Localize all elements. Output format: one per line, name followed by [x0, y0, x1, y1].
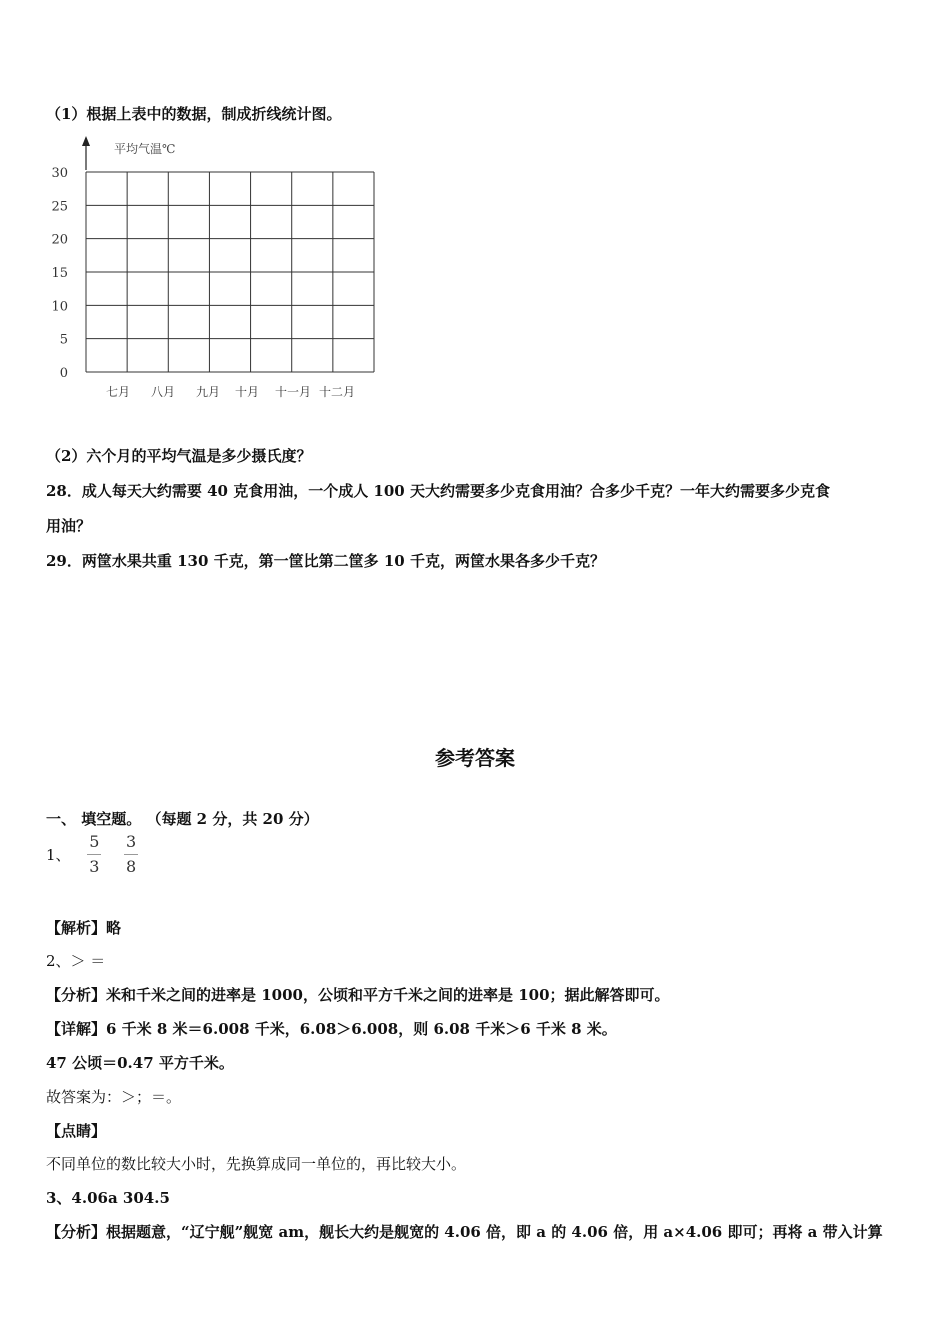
y-tick-label: 5 — [59, 332, 68, 348]
answer-2-comment-heading: 【点睛】 — [46, 1122, 107, 1140]
answer-2-analysis: 【分析】米和千米之间的进率是 1000，公顷和平方千米之间的进率是 100；据此解答即可。 — [46, 986, 670, 1004]
x-tick-label: 八月 — [150, 385, 176, 399]
y-tick-label: 10 — [51, 299, 68, 315]
question-28-line1: 28．成人每天大约需要 40 克食用油，一个成人 100 天大约需要多少克食用油？合多少千克？一年大约需要多少克食 — [46, 482, 830, 500]
fraction-numerator: 3 — [126, 832, 137, 851]
line-chart-grid — [46, 130, 386, 410]
question-29: 29．两筐水果共重 130 千克，第一筐比第二筐多 10 千克，两筐水果各多少千克？ — [46, 552, 605, 570]
question-27-part1: （1）根据上表中的数据，制成折线统计图。 — [46, 105, 342, 123]
answer-2-detail-2: 47 公顷＝0.47 平方千米。 — [46, 1054, 234, 1072]
section-1-heading: 一、 填空题。 （每题 2 分，共 20 分） — [46, 810, 319, 828]
question-27-part2: （2）六个月的平均气温是多少摄氏度？ — [46, 447, 312, 465]
answer-2-comment: 不同单位的数比较大小时，先换算成同一单位的，再比较大小。 — [46, 1155, 467, 1173]
answer-1 — [46, 832, 138, 877]
fraction-numerator: 5 — [89, 832, 100, 851]
answer-2-label: 2、＞ ＝ — [46, 952, 106, 970]
fraction-denominator: 3 — [89, 857, 100, 876]
answer-3-analysis: 【分析】根据题意，“辽宁舰”舰宽 am，舰长大约是舰宽的 4.06 倍，即 a 的 4.06 倍，用 a×4.06 即可；再将 a 带入计算 — [46, 1223, 883, 1241]
y-axis-label: 平均气温℃ — [114, 142, 176, 156]
fraction-denominator: 8 — [126, 857, 137, 876]
question-28-line2: 用油？ — [46, 517, 92, 535]
x-tick-label: 十一月 — [274, 385, 312, 399]
y-tick-label: 30 — [51, 166, 68, 181]
y-tick-label: 20 — [51, 232, 68, 248]
fraction-3-8 — [124, 832, 138, 877]
answer-key-title: 参考答案 — [435, 746, 515, 770]
answer-1-label: 1、 — [46, 846, 71, 864]
x-tick-label: 十二月 — [318, 385, 356, 399]
y-axis-arrow-icon — [82, 136, 90, 146]
x-tick-label: 十月 — [234, 385, 260, 399]
x-tick-label: 七月 — [105, 385, 131, 399]
fraction-5-3 — [87, 832, 101, 877]
x-tick-label: 九月 — [195, 385, 221, 399]
answer-2-conclusion: 故答案为：＞；＝。 — [46, 1088, 182, 1106]
y-tick-label: 15 — [51, 266, 68, 281]
y-tick-label: 0 — [59, 366, 68, 381]
answer-2-detail: 【详解】6 千米 8 米＝6.008 千米，6.08＞6.008，则 6.08 千米＞6 千米 8 米。 — [46, 1020, 617, 1038]
answer-3-label: 3、4.06a 304.5 — [46, 1189, 170, 1207]
answer-1-analysis: 【解析】略 — [46, 919, 122, 937]
chart-grid-lines — [86, 172, 374, 372]
y-tick-label: 25 — [51, 199, 68, 215]
